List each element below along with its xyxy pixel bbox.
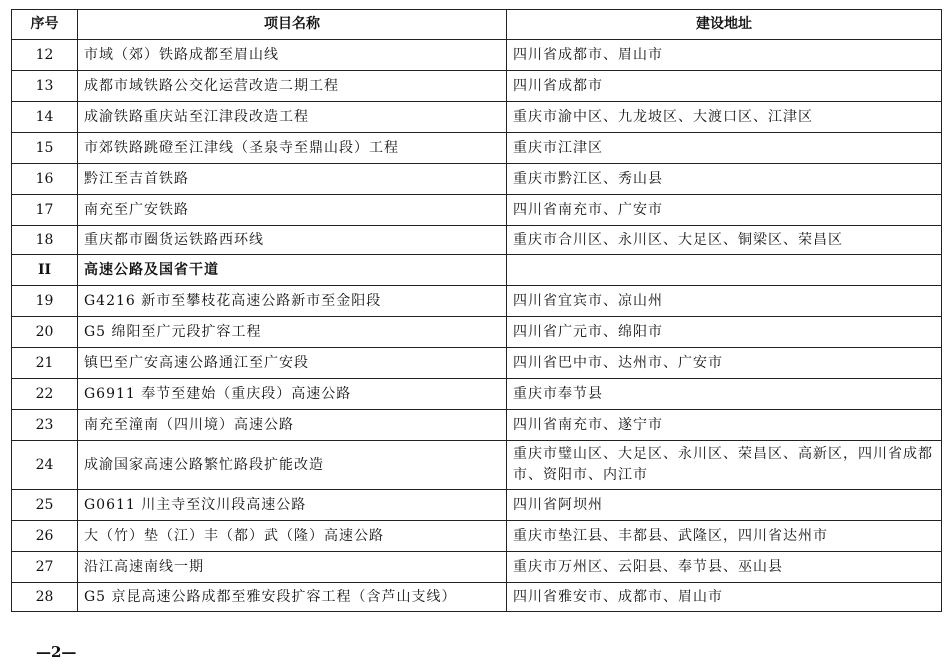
row-address: 四川省宜宾市、凉山州 <box>507 286 942 317</box>
row-address: 重庆市合川区、永川区、大足区、铜梁区、荣昌区 <box>507 226 942 255</box>
row-address: 重庆市江津区 <box>507 133 942 164</box>
table-row <box>12 195 942 226</box>
row-address: 重庆市垫江县、丰都县、武隆区，四川省达州市 <box>507 521 942 552</box>
row-number: 20 <box>12 317 78 348</box>
row-number: 18 <box>12 226 78 255</box>
row-number: 26 <box>12 521 78 552</box>
row-number: 12 <box>12 40 78 71</box>
row-project-name: G0611 川主寺至汶川段高速公路 <box>78 490 507 521</box>
row-project-name: G6911 奉节至建始（重庆段）高速公路 <box>78 379 507 410</box>
row-number: 23 <box>12 410 78 441</box>
table-header-row <box>12 10 942 40</box>
table-row <box>12 521 942 552</box>
row-address: 四川省成都市、眉山市 <box>507 40 942 71</box>
row-address: 四川省雅安市、成都市、眉山市 <box>507 583 942 612</box>
section-title: 高速公路及国省干道 <box>78 255 507 286</box>
section-number: II <box>12 255 78 286</box>
header-serial-number: 序号 <box>12 10 78 40</box>
row-number: 17 <box>12 195 78 226</box>
row-project-name: 大（竹）垫（江）丰（都）武（隆）高速公路 <box>78 521 507 552</box>
table-row <box>12 286 942 317</box>
row-address: 重庆市渝中区、九龙坡区、大渡口区、江津区 <box>507 102 942 133</box>
row-number: 19 <box>12 286 78 317</box>
table-row <box>12 102 942 133</box>
row-number: 24 <box>12 441 78 490</box>
row-project-name: 南充至潼南（四川境）高速公路 <box>78 410 507 441</box>
row-address: 四川省阿坝州 <box>507 490 942 521</box>
table-row <box>12 348 942 379</box>
row-number: 21 <box>12 348 78 379</box>
header-construction-address: 建设地址 <box>507 10 942 40</box>
row-number: 14 <box>12 102 78 133</box>
row-project-name: 市郊铁路跳磴至江津线（圣泉寺至鼎山段）工程 <box>78 133 507 164</box>
row-project-name: 成渝国家高速公路繁忙路段扩能改造 <box>78 441 507 490</box>
row-address: 四川省巴中市、达州市、广安市 <box>507 348 942 379</box>
row-project-name: 沿江高速南线一期 <box>78 552 507 583</box>
table-row <box>12 490 942 521</box>
table-row <box>12 317 942 348</box>
row-project-name: 黔江至吉首铁路 <box>78 164 507 195</box>
table-row <box>12 410 942 441</box>
row-project-name: 成都市域铁路公交化运营改造二期工程 <box>78 71 507 102</box>
row-address: 重庆市黔江区、秀山县 <box>507 164 942 195</box>
row-number: 28 <box>12 583 78 612</box>
section-row <box>12 255 942 286</box>
row-project-name: 成渝铁路重庆站至江津段改造工程 <box>78 102 507 133</box>
row-number: 15 <box>12 133 78 164</box>
row-project-name: G4216 新市至攀枝花高速公路新市至金阳段 <box>78 286 507 317</box>
table-row <box>12 40 942 71</box>
row-project-name: G5 绵阳至广元段扩容工程 <box>78 317 507 348</box>
row-address: 重庆市万州区、云阳县、奉节县、巫山县 <box>507 552 942 583</box>
table-row <box>12 226 942 255</box>
table-row <box>12 133 942 164</box>
header-project-name: 项目名称 <box>78 10 507 40</box>
row-address: 重庆市璧山区、大足区、永川区、荣昌区、高新区，四川省成都市、资阳市、内江市 <box>507 441 942 490</box>
table-row <box>12 583 942 612</box>
project-table <box>11 9 942 612</box>
table-row <box>12 164 942 195</box>
page-number: —2— <box>36 643 77 661</box>
row-address: 重庆市奉节县 <box>507 379 942 410</box>
row-number: 13 <box>12 71 78 102</box>
row-number: 22 <box>12 379 78 410</box>
table-row <box>12 71 942 102</box>
row-number: 16 <box>12 164 78 195</box>
table-row <box>12 552 942 583</box>
row-project-name: 市域（郊）铁路成都至眉山线 <box>78 40 507 71</box>
table-row <box>12 379 942 410</box>
row-project-name: 南充至广安铁路 <box>78 195 507 226</box>
row-address: 四川省成都市 <box>507 71 942 102</box>
row-address: 四川省南充市、遂宁市 <box>507 410 942 441</box>
row-number: 25 <box>12 490 78 521</box>
row-project-name: 镇巴至广安高速公路通江至广安段 <box>78 348 507 379</box>
row-project-name: G5 京昆高速公路成都至雅安段扩容工程（含芦山支线） <box>78 583 507 612</box>
row-number: 27 <box>12 552 78 583</box>
row-address: 四川省南充市、广安市 <box>507 195 942 226</box>
row-address <box>507 255 942 286</box>
row-address: 四川省广元市、绵阳市 <box>507 317 942 348</box>
table-row <box>12 441 942 490</box>
row-project-name: 重庆都市圈货运铁路西环线 <box>78 226 507 255</box>
